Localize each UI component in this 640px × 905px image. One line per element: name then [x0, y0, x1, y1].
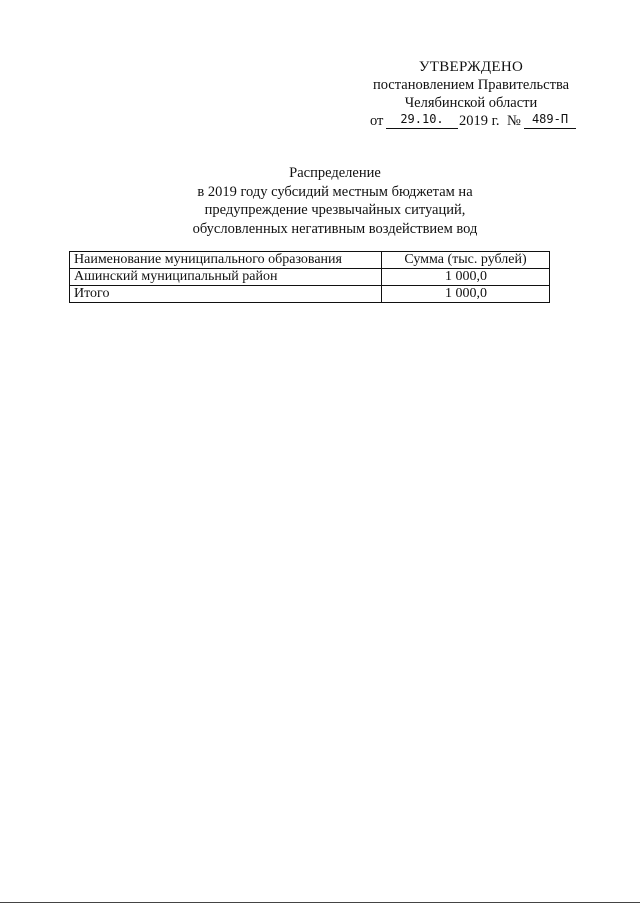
title-line-2: в 2019 году субсидий местным бюджетам на: [197, 183, 473, 200]
document-title: [150, 164, 520, 238]
approval-heading: УТВЕРЖДЕНО: [418, 59, 524, 75]
title-line-1: Распределение: [289, 165, 381, 181]
approval-date-line: [360, 112, 582, 132]
header-municipality: Наименование муниципального образования: [70, 252, 382, 269]
cell-total-sum: 1 000,0: [382, 286, 550, 303]
cell-total-label: Итого: [70, 286, 382, 303]
cell-sum: 1 000,0: [382, 269, 550, 286]
approval-line-resolution: постановлением Правительства: [372, 77, 570, 93]
approval-line-region: Челябинской области: [404, 95, 538, 111]
page-bottom-rule: [0, 902, 640, 903]
cell-municipality: Ашинский муниципальный район: [70, 269, 382, 286]
table-row: [70, 269, 550, 286]
title-line-3: предупреждение чрезвычайных ситуаций,: [204, 202, 466, 218]
number-value: 489-П: [524, 112, 576, 129]
approval-block: [360, 58, 582, 129]
header-sum: Сумма (тыс. рублей): [382, 252, 550, 269]
date-value: 29.10.: [386, 112, 458, 129]
from-label: от: [370, 113, 384, 129]
number-sign: №: [507, 113, 521, 129]
title-line-4: обусловленных негативным воздействием вод: [192, 220, 478, 237]
distribution-table: [69, 251, 550, 303]
table-header-row: [70, 252, 550, 269]
year-text: 2019 г.: [459, 113, 500, 129]
table-row-total: [70, 286, 550, 303]
